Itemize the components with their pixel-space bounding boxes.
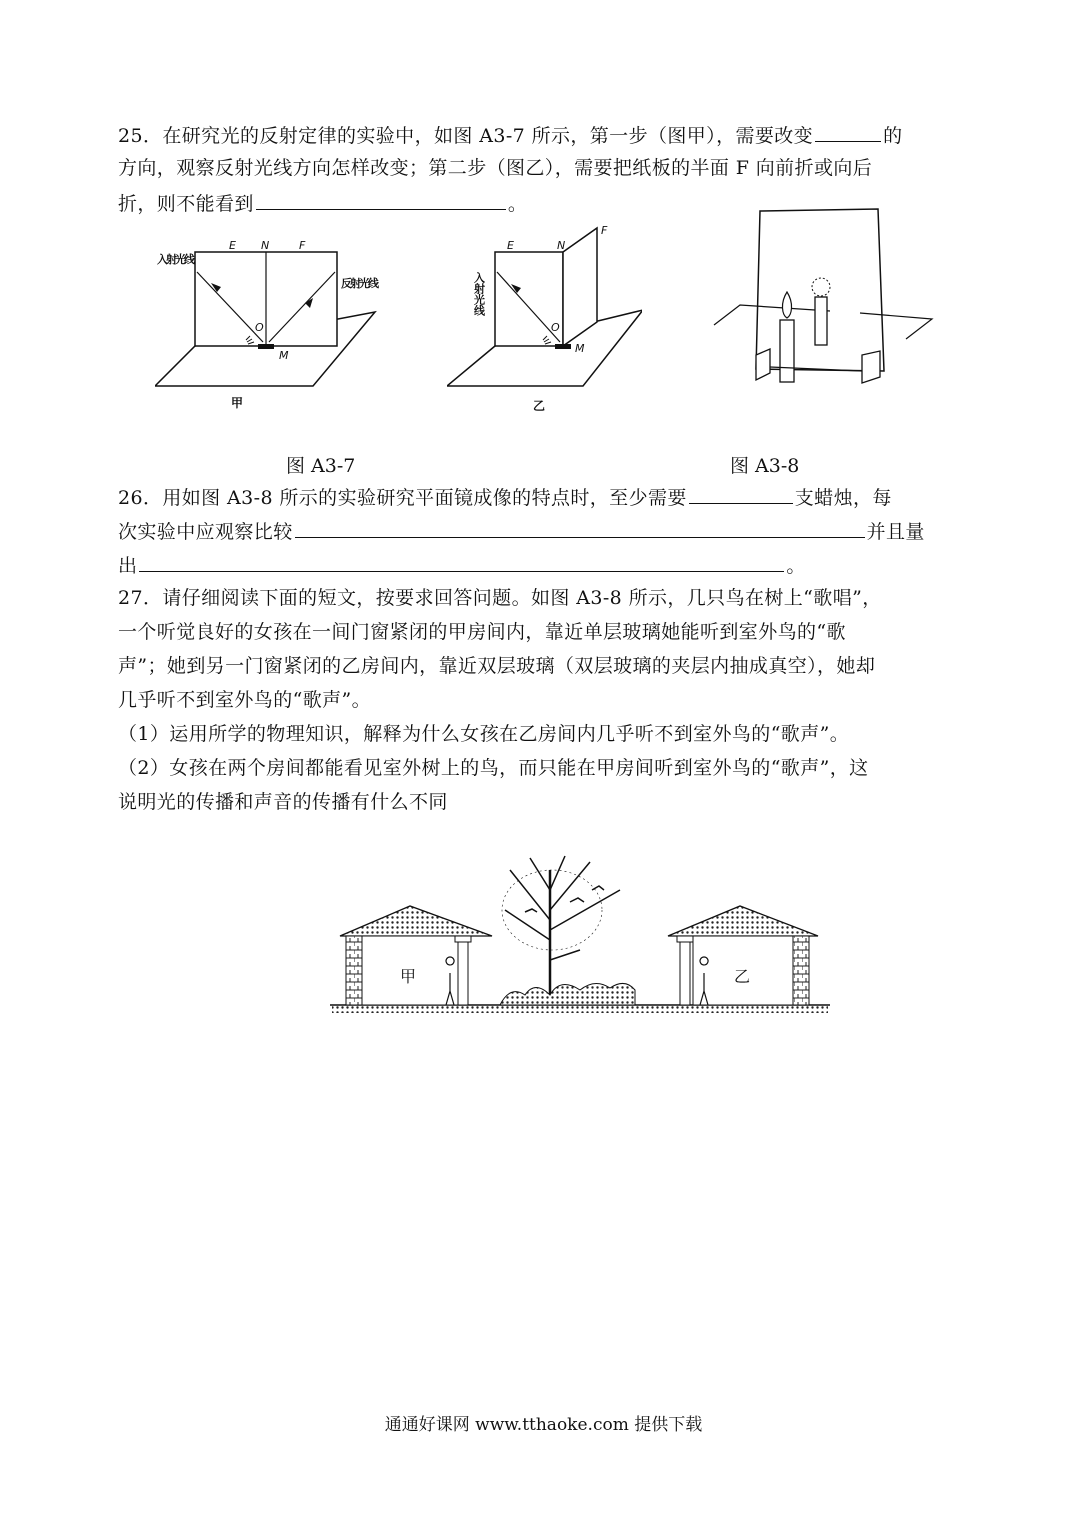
- q25-blank-2[interactable]: [256, 191, 506, 210]
- bird-icons: [525, 886, 604, 912]
- yi-label-n: N: [557, 239, 566, 252]
- q25-blank-1[interactable]: [815, 123, 881, 142]
- q27-line2: 一个听觉良好的女孩在一间门窗紧闭的甲房间内，靠近单层玻璃她能听到室外鸟的“歌: [118, 621, 846, 643]
- q25-line2: 方向，观察反射光线方向怎样改变；第二步（图乙），需要把纸板的半面 F 向前折或向后: [118, 157, 873, 179]
- q25-line1: 25．在研究光的反射定律的实验中，如图 A3-7 所示，第一步（图甲），需要改变 的: [118, 125, 903, 147]
- house-a-label: 甲: [400, 967, 417, 986]
- jia-label-o: O: [255, 321, 264, 334]
- q27-line3: 声”；她到另一门窗紧闭的乙房间内，靠近双层玻璃（双层玻璃的夹层内抽成真空），她却: [118, 655, 876, 677]
- yi-caption: 乙: [533, 399, 546, 413]
- q25-line3: 折，则不能看到 。: [118, 193, 528, 215]
- house-a-column-cap: [455, 936, 471, 942]
- candle-behind: [815, 297, 827, 345]
- q27-line1: 27．请仔细阅读下面的短文，按要求回答问题。如图 A3-8 所示，几只鸟在树上“歌唱”，: [118, 587, 882, 609]
- yi-label-e: E: [507, 239, 514, 252]
- jia-mirror: [258, 344, 274, 349]
- ground-hatch: [332, 1005, 828, 1013]
- figure-a3-8: [710, 205, 940, 395]
- jia-caption: 甲: [231, 396, 244, 410]
- jia-label-m: M: [279, 349, 289, 362]
- support-right: [862, 351, 880, 383]
- q27-sub2-line2: 说明光的传播和声音的传播有什么不同: [118, 791, 448, 813]
- glass-plate: [756, 209, 884, 371]
- yi-half-f: [563, 228, 597, 346]
- q27-sub1: （1）运用所学的物理知识，解释为什么女孩在乙房间内几乎听不到室外鸟的“歌声”。: [118, 723, 850, 745]
- jia-label-incident: 入射光线: [157, 253, 195, 266]
- jia-label-n: N: [261, 239, 270, 252]
- houses-tree-illustration: [330, 850, 830, 1025]
- bushes: [500, 983, 635, 1005]
- jia-label-reflected: 反射光线: [341, 277, 379, 290]
- tree-branches: [505, 856, 620, 960]
- yi-label-o: O: [551, 321, 560, 334]
- q26-blank-3[interactable]: [139, 553, 784, 572]
- q27-sub2-line1: （2）女孩在两个房间都能看见室外树上的鸟，而只能在甲房间听到室外鸟的“歌声”，这: [118, 757, 869, 779]
- house-b-column-cap: [677, 936, 693, 942]
- candle-front: [780, 320, 794, 382]
- jia-label-e: E: [229, 239, 236, 252]
- q26-blank-1[interactable]: [689, 485, 793, 504]
- house-b-label: 乙: [734, 967, 751, 986]
- yi-mirror: [555, 344, 571, 349]
- caption-a3-7: 图 A3-7: [286, 455, 356, 477]
- yi-label-m: M: [575, 342, 585, 355]
- house-b-wall-right: [793, 936, 809, 1005]
- q26-line1: 26．用如图 A3-8 所示的实验研究平面镜成像的特点时，至少需要 支蜡烛，每: [118, 487, 892, 509]
- q27-line4: 几乎听不到室外鸟的“歌声”。: [118, 689, 372, 711]
- q26-line3: 出 。: [118, 555, 806, 577]
- support-left: [756, 349, 770, 380]
- house-a-roof: [340, 906, 492, 936]
- jia-label-f: F: [299, 239, 306, 252]
- page-footer: 通通好课网 www.tthaoke.com 提供下载: [384, 1415, 703, 1435]
- house-a-column: [458, 942, 468, 1005]
- house-a-wall-left: [346, 936, 362, 1005]
- yi-label-incident: 入射光线: [472, 272, 486, 316]
- figure-a3-7-jia: [155, 235, 380, 415]
- tree-foliage: [502, 870, 602, 950]
- house-b-roof: [668, 906, 818, 936]
- q26-blank-2[interactable]: [295, 519, 865, 538]
- q26-line2: 次实验中应观察比较 并且量: [118, 521, 925, 543]
- house-b-column: [680, 942, 690, 1005]
- figure-a3-7-yi: [447, 222, 642, 417]
- caption-a3-8: 图 A3-8: [730, 455, 800, 477]
- yi-label-f: F: [601, 224, 608, 237]
